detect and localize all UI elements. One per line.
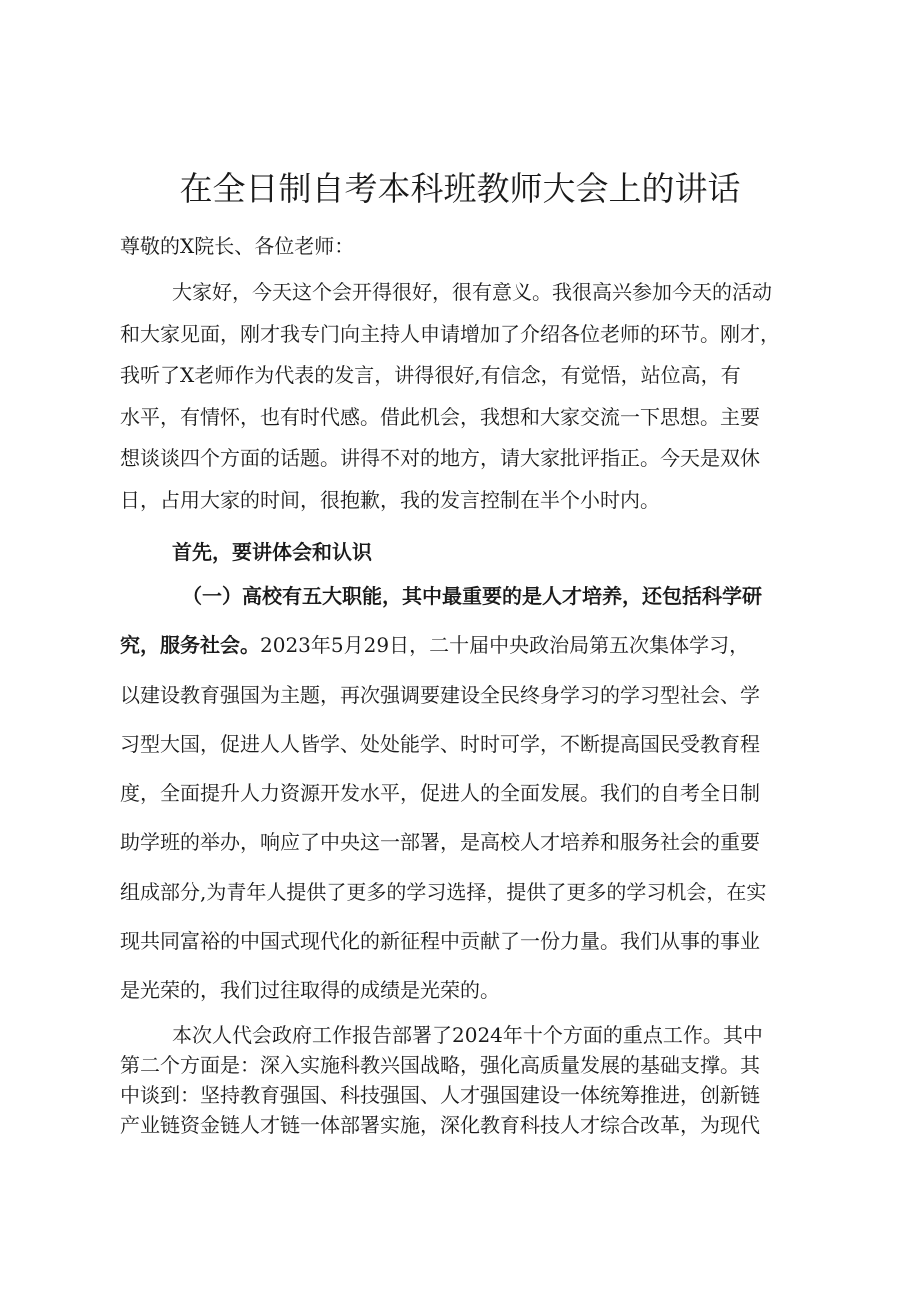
paragraph-line: 大家好，今天这个会开得很好，很有意义。我很高兴参加今天的活动 bbox=[172, 280, 772, 304]
paragraph-section-one bbox=[120, 580, 820, 1024]
section-heading: 首先，要讲体会和认识 bbox=[172, 540, 372, 564]
paragraph-line bbox=[120, 629, 820, 678]
paragraph-government-report bbox=[120, 1021, 820, 1141]
paragraph-line: 现共同富裕的中国式现代化的新征程中贡献了一份力量。我们从事的事业 bbox=[120, 929, 760, 954]
subsection-heading-end: 究，服务社会。 bbox=[120, 633, 260, 658]
paragraph-line: 助学班的举办，响应了中央这一部署，是高校人才培养和服务社会的重要 bbox=[120, 830, 760, 855]
paragraph-line: 以建设教育强国为主题，再次强调要建设全民终身学习的学习型社会、学 bbox=[120, 682, 760, 707]
paragraph-line: 是光荣的，我们过往取得的成绩是光荣的。 bbox=[120, 978, 500, 1003]
paragraph-text: 2023年5月29日，二十届中央政治局第五次集体学习， bbox=[260, 633, 750, 658]
paragraph-line: 中谈到：坚持教育强国、科技强国、人才强国建设一体统筹推进，创新链 bbox=[120, 1083, 760, 1107]
paragraph-line: 本次人代会政府工作报告部署了2024年十个方面的重点工作。其中 bbox=[172, 1023, 763, 1047]
document-title: 在全日制自考本科班教师大会上的讲话 bbox=[179, 169, 741, 208]
paragraph-line: 想谈谈四个方面的话题。讲得不对的地方，请大家批评指正。今天是双休 bbox=[120, 446, 760, 470]
paragraph-line: 水平，有情怀，也有时代感。借此机会，我想和大家交流一下思想。主要 bbox=[120, 404, 760, 429]
paragraph-line: 我听了X老师作为代表的发言，讲得很好,有信念，有觉悟，站位高，有 bbox=[120, 363, 741, 387]
paragraph-line: 度，全面提升人力资源开发水平，促进人的全面发展。我们的自考全日制 bbox=[120, 781, 760, 806]
paragraph-opening bbox=[120, 276, 810, 525]
paragraph-line: 产业链资金链人才链一体部署实施，深化教育科技人才综合改革，为现代 bbox=[120, 1113, 760, 1137]
paragraph-line: 习型大国，促进人人皆学、处处能学、时时可学，不断提高国民受教育程 bbox=[120, 731, 760, 756]
salutation: 尊敬的X院长、各位老师： bbox=[120, 234, 355, 258]
paragraph-line: 组成部分,为青年人提供了更多的学习选择，提供了更多的学习机会，在实 bbox=[120, 879, 767, 904]
subsection-heading: （一）高校有五大职能，其中最重要的是人才培养，还包括科学研 bbox=[182, 584, 762, 608]
paragraph-line: 日，占用大家的时间，很抱歉，我的发言控制在半个小时内。 bbox=[120, 487, 660, 512]
paragraph-line: 第二个方面是：深入实施科教兴国战略，强化高质量发展的基础支撑。其 bbox=[120, 1053, 760, 1077]
paragraph-line: 和大家见面，刚才我专门向主持人申请增加了介绍各位老师的环节。刚才， bbox=[120, 321, 780, 346]
